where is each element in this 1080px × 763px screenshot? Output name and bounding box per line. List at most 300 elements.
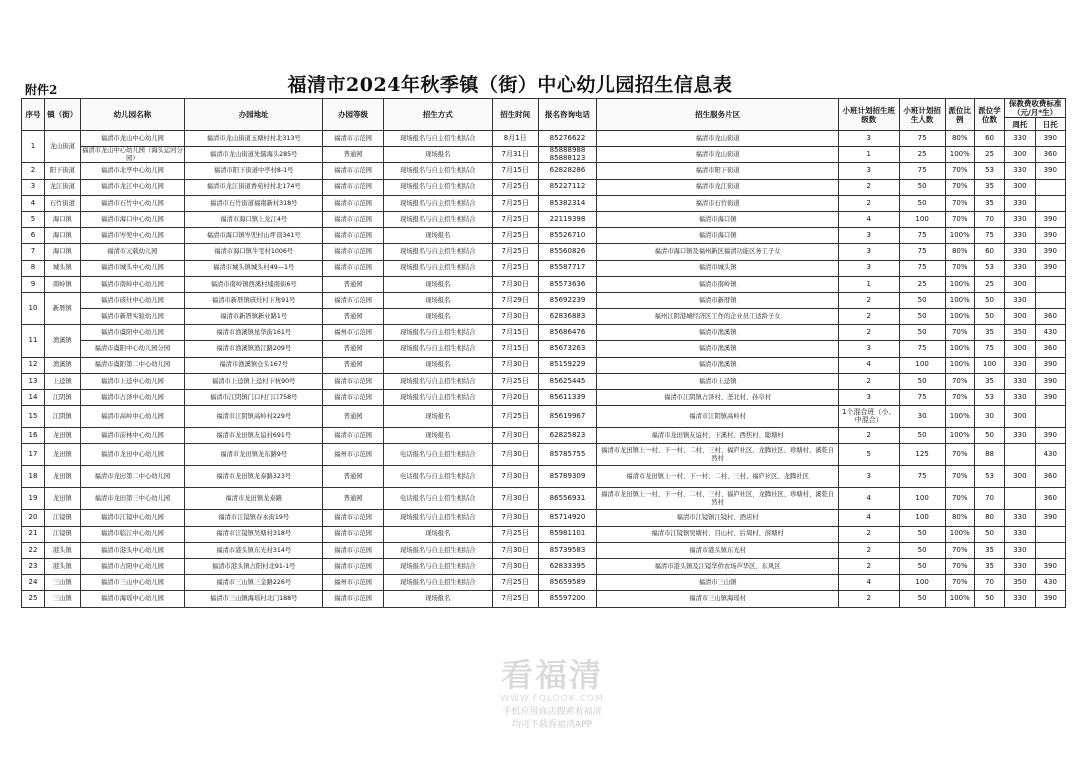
cell-level: 福州市示范园	[323, 444, 384, 466]
cell-area: 福清市三山镇海瑶村	[597, 591, 839, 607]
table-row	[22, 373, 1066, 389]
cell-level: 福清市示范园	[323, 373, 384, 389]
cell-phone: 62836883	[538, 309, 597, 325]
cell-people: 50	[899, 591, 945, 607]
cell-no: 8	[22, 260, 45, 276]
cell-people: 75	[899, 260, 945, 276]
cell-time: 7月25日	[492, 195, 538, 211]
header-fee-week: 周托	[1005, 118, 1035, 131]
cell-level: 普通园	[323, 466, 384, 488]
cell-method: 现场报名	[383, 292, 492, 308]
cell-level: 福清市示范园	[323, 558, 384, 574]
cell-ratio: 100%	[945, 147, 974, 163]
cell-seats: 53	[974, 260, 1004, 276]
cell-method: 现场报名	[383, 147, 492, 163]
cell-no: 20	[22, 510, 45, 526]
cell-level: 福清市示范园	[323, 260, 384, 276]
table-row	[22, 428, 1066, 444]
cell-area: 福清市阳下街道	[597, 163, 839, 179]
cell-name: 福清市城头中心幼儿园	[80, 260, 185, 276]
cell-classes: 3	[838, 228, 899, 244]
cell-address: 福清市阳下街道中亭村8-1号	[185, 163, 323, 179]
cell-classes: 2	[838, 591, 899, 607]
cell-ratio: 100%	[945, 341, 974, 357]
cell-people: 50	[899, 292, 945, 308]
cell-seats: 53	[974, 390, 1004, 406]
cell-seats: 50	[974, 292, 1004, 308]
cell-fee-day	[1035, 292, 1065, 308]
cell-seats: 35	[974, 558, 1004, 574]
page-title: 福清市2024年秋季镇（街）中心幼儿园招生信息表	[287, 74, 733, 96]
cell-name: 福清市龙山中心幼儿园	[80, 131, 185, 147]
cell-classes: 3	[838, 244, 899, 260]
cell-fee-day: 390	[1035, 510, 1065, 526]
cell-people: 125	[899, 444, 945, 466]
cell-town: 龙田镇	[45, 466, 81, 488]
cell-fee-week: 330	[1005, 260, 1035, 276]
cell-phone: 85587717	[538, 260, 597, 276]
cell-address: 福清市海口镇牛宅村1006号	[185, 244, 323, 260]
table-row	[22, 510, 1066, 526]
watermark-line-1: 手机应用商店搜索看福清	[502, 707, 602, 717]
cell-area: 福清市江阴镇高岭村	[597, 406, 839, 428]
table-row	[22, 357, 1066, 373]
cell-fee-day: 430	[1035, 325, 1065, 341]
cell-method: 现场报名与自主招生相结合	[383, 510, 492, 526]
cell-fee-day: 360	[1035, 147, 1065, 163]
cell-area: 福清市海口镇及福州新区福清功能区务工子女	[597, 244, 839, 260]
cell-seats: 70	[974, 488, 1004, 510]
table-row	[22, 488, 1066, 510]
cell-level: 福州市示范园	[323, 325, 384, 341]
cell-classes: 2	[838, 558, 899, 574]
table-row	[22, 276, 1066, 292]
cell-ratio: 70%	[945, 390, 974, 406]
cell-method: 电话报名与自主招生相结合	[383, 466, 492, 488]
cell-name: 福清市龙山中心幼儿园（海头运河分园）	[81, 147, 183, 162]
cell-method: 现场报名与自主招生相结合	[383, 542, 492, 558]
cell-method: 现场报名	[383, 591, 492, 607]
cell-seats: 60	[974, 244, 1004, 260]
cell-classes: 4	[838, 575, 899, 591]
cell-classes: 2	[838, 542, 899, 558]
cell-town: 城头镇	[45, 260, 81, 276]
cell-town: 龙田镇	[45, 488, 81, 510]
cell-address: 福清市江镜镇春永街19号	[185, 510, 323, 526]
cell-classes: 4	[838, 357, 899, 373]
cell-name: 福清市虞阳中心幼儿园分园	[80, 341, 185, 357]
cell-people: 100	[899, 510, 945, 526]
cell-ratio: 100%	[945, 591, 974, 607]
table-row	[22, 179, 1066, 195]
cell-phone: 85673263	[538, 341, 597, 357]
cell-people: 50	[899, 309, 945, 325]
cell-seats: 53	[974, 163, 1004, 179]
cell-ratio: 100%	[945, 292, 974, 308]
cell-no: 5	[22, 211, 45, 227]
cell-name: 福清市龙田第二中心幼儿园	[80, 466, 185, 488]
cell-address: 福清市新厝镇新业路1号	[185, 309, 323, 325]
cell-phone: 85739583	[538, 542, 597, 558]
cell-fee-day: 360	[1035, 466, 1065, 488]
cell-name: 福清市硋灶中心幼儿园	[80, 292, 185, 308]
cell-fee-week: 300	[1005, 309, 1035, 325]
table-row	[22, 163, 1066, 179]
cell-town: 江镜镇	[45, 526, 81, 542]
cell-phone: 85659589	[538, 575, 597, 591]
cell-name: 福清市前林中心幼儿园	[80, 428, 185, 444]
cell-people: 75	[899, 244, 945, 260]
cell-address: 福清市海口镇上龙江4号	[185, 211, 323, 227]
cell-no: 10	[22, 292, 45, 324]
cell-ratio: 100%	[945, 357, 974, 373]
cell-area: 福清市渔溪镇	[597, 341, 839, 357]
cell-seats: 35	[974, 373, 1004, 389]
cell-people: 50	[899, 526, 945, 542]
cell-classes: 2	[838, 179, 899, 195]
cell-people: 50	[899, 428, 945, 444]
cell-name: 福清市临江中心幼儿园	[80, 526, 185, 542]
cell-level: 普通园	[323, 309, 384, 325]
cell-ratio: 70%	[945, 211, 974, 227]
cell-fee-day: 390	[1035, 558, 1065, 574]
cell-no: 24	[22, 575, 45, 591]
header-address: 办园地址	[185, 99, 323, 131]
cell-phone: 85619967	[538, 406, 597, 428]
cell-area: 福清市江镜镇吴塘村、目山村、后周村、薛塘村	[597, 526, 839, 542]
cell-time: 7月30日	[492, 542, 538, 558]
cell-phone: 62825823	[538, 428, 597, 444]
cell-ratio: 100%	[945, 428, 974, 444]
cell-area: 福清市上迳镇	[597, 373, 839, 389]
cell-classes: 2	[838, 428, 899, 444]
cell-seats: 70	[974, 575, 1004, 591]
cell-address: 福清市海口镇岑兜村山坪顶341号	[185, 228, 323, 244]
cell-ratio: 70%	[945, 575, 974, 591]
attachment-label: 附件2	[25, 83, 58, 97]
cell-fee-day: 360	[1035, 341, 1065, 357]
cell-address: 福清市龙山街道玉塘村村北313号	[185, 131, 323, 147]
cell-address: 福清市龙山街道先儒海头285号	[185, 147, 323, 163]
cell-no: 15	[22, 406, 45, 428]
cell-seats: 50	[974, 309, 1004, 325]
cell-area: 福清市江镜镇江镜村、酒店村	[597, 510, 839, 526]
watermark-brand: 看福清	[500, 656, 603, 694]
cell-method: 现场报名与自主招生相结合	[383, 390, 492, 406]
cell-method: 现场报名与自主招生相结合	[383, 163, 492, 179]
cell-ratio: 100%	[945, 406, 974, 428]
cell-phone: 62833395	[538, 558, 597, 574]
watermark	[472, 650, 632, 730]
cell-level: 普通园	[323, 406, 384, 428]
cell-ratio: 100%	[945, 309, 974, 325]
cell-phone: 85597200	[538, 591, 597, 607]
table-row	[22, 466, 1066, 488]
cell-people: 50	[899, 373, 945, 389]
cell-seats: 35	[974, 179, 1004, 195]
cell-fee-week: 350	[1005, 575, 1035, 591]
cell-seats: 50	[974, 591, 1004, 607]
cell-no: 23	[22, 558, 45, 574]
cell-level: 福清市示范园	[323, 390, 384, 406]
table-row	[22, 292, 1066, 308]
cell-town: 三山镇	[45, 591, 81, 607]
cell-name: 福清市江镜中心幼儿园	[80, 510, 185, 526]
cell-area: 福清市龙田镇友谊村、下溪村、西焦村、聪塘村	[597, 428, 839, 444]
cell-classes: 3	[838, 341, 899, 357]
table-row	[22, 390, 1066, 406]
cell-phone: 85611339	[538, 390, 597, 406]
cell-method: 现场报名与自主招生相结合	[383, 373, 492, 389]
cell-town: 阳下街道	[45, 163, 81, 179]
cell-address: 福清市龙田镇龙泰路323号	[185, 466, 323, 488]
cell-no: 2	[22, 163, 45, 179]
cell-people: 50	[899, 195, 945, 211]
cell-classes: 1	[838, 147, 899, 163]
cell-address: 福清市港头镇东光村314号	[185, 542, 323, 558]
header-people: 小班计划招生人数	[899, 99, 945, 131]
cell-fee-week: 330	[1005, 428, 1035, 444]
cell-time: 7月30日	[492, 510, 538, 526]
cell-method: 现场报名与自主招生相结合	[383, 575, 492, 591]
cell-classes: 4	[838, 488, 899, 510]
cell-fee-week: 300	[1005, 147, 1035, 163]
cell-town: 海口镇	[45, 244, 81, 260]
cell-method: 现场报名与自主招生相结合	[383, 341, 492, 357]
cell-classes: 3	[838, 260, 899, 276]
cell-time: 7月29日	[492, 292, 538, 308]
cell-address: 福清市渔溪镇仓头167号	[185, 357, 323, 373]
cell-fee-day: 390	[1035, 211, 1065, 227]
cell-time: 7月30日	[492, 488, 538, 510]
cell-classes: 1个混合班（小、中混合）	[838, 406, 899, 428]
cell-town: 海口镇	[45, 211, 81, 227]
cell-phone: 85789309	[538, 466, 597, 488]
cell-time: 7月25日	[492, 244, 538, 260]
cell-seats: 53	[974, 466, 1004, 488]
cell-no: 4	[22, 195, 45, 211]
cell-no: 6	[22, 228, 45, 244]
cell-phone: 85888988 85888123	[538, 147, 597, 163]
cell-ratio: 100%	[945, 228, 974, 244]
cell-classes: 2	[838, 309, 899, 325]
cell-method: 现场报名与自主招生相结合	[383, 325, 492, 341]
cell-fee-week: 300	[1005, 466, 1035, 488]
cell-seats: 25	[974, 147, 1004, 163]
cell-time: 7月31日	[492, 147, 538, 163]
cell-phone: 85276622	[538, 131, 597, 147]
cell-fee-day: 390	[1035, 260, 1065, 276]
cell-fee-day: 430	[1035, 575, 1065, 591]
cell-level: 福州市示范园	[323, 575, 384, 591]
table-row	[22, 591, 1066, 607]
cell-address: 福清市港头镇占阳村北91-1号	[185, 558, 323, 574]
cell-name: 福清市南岭中心幼儿园	[80, 276, 185, 292]
cell-time: 7月25日	[492, 526, 538, 542]
cell-classes: 2	[838, 373, 899, 389]
table-body	[22, 131, 1066, 608]
cell-area: 福清市海口镇	[597, 228, 839, 244]
table-row	[22, 542, 1066, 558]
table-row	[22, 195, 1066, 211]
cell-town: 龙田镇	[45, 444, 81, 466]
cell-ratio: 80%	[945, 244, 974, 260]
cell-classes: 3	[838, 131, 899, 147]
cell-ratio: 70%	[945, 179, 974, 195]
table-row	[22, 147, 1066, 163]
cell-fee-day: 360	[1035, 309, 1065, 325]
cell-name: 福清市海口中心幼儿园	[80, 211, 185, 227]
cell-time: 7月30日	[492, 357, 538, 373]
cell-fee-week: 330	[1005, 510, 1035, 526]
cell-name: 福清市虞阳第二中心幼儿园	[80, 357, 185, 373]
cell-time: 7月25日	[492, 211, 538, 227]
cell-time: 7月30日	[492, 309, 538, 325]
table-row	[22, 228, 1066, 244]
cell-ratio: 70%	[945, 488, 974, 510]
cell-town: 上迳镇	[45, 373, 81, 389]
cell-level: 福清市示范园	[323, 526, 384, 542]
cell-name: 福清市石竹中心幼儿园	[80, 195, 185, 211]
header-seats: 派位学位数	[974, 99, 1004, 131]
cell-people: 100	[899, 357, 945, 373]
cell-fee-week: 330	[1005, 228, 1035, 244]
cell-time: 7月25日	[492, 260, 538, 276]
cell-time: 7月30日	[492, 428, 538, 444]
cell-seats: 75	[974, 341, 1004, 357]
cell-level: 福清市示范园	[323, 292, 384, 308]
cell-town: 江阴镇	[45, 406, 81, 428]
cell-ratio: 70%	[945, 373, 974, 389]
cell-fee-week: 330	[1005, 373, 1035, 389]
cell-town: 江镜镇	[45, 510, 81, 526]
cell-fee-day: 360	[1035, 488, 1065, 510]
cell-seats: 75	[974, 228, 1004, 244]
cell-no: 7	[22, 244, 45, 260]
cell-level: 福清市示范园	[323, 228, 384, 244]
cell-area: 福清市渔溪镇	[597, 357, 839, 373]
cell-time: 8月1日	[492, 131, 538, 147]
cell-name: 福清市元载幼儿园	[80, 244, 185, 260]
cell-classes: 2	[838, 292, 899, 308]
cell-ratio: 70%	[945, 444, 974, 466]
cell-name: 福清市港头中心幼儿园	[80, 542, 185, 558]
cell-seats: 88	[974, 444, 1004, 466]
cell-method: 现场报名	[383, 357, 492, 373]
header-time: 招生时间	[492, 99, 538, 131]
cell-fee-day: 390	[1035, 228, 1065, 244]
header-level: 办园等级	[323, 99, 384, 131]
cell-name: 福清市占阳中心幼儿园	[80, 558, 185, 574]
cell-fee-week	[1005, 444, 1035, 466]
cell-fee-day: 430	[1035, 444, 1065, 466]
cell-classes: 2	[838, 325, 899, 341]
cell-seats: 60	[974, 131, 1004, 147]
header-name: 幼儿园名称	[80, 99, 185, 131]
cell-seats: 30	[974, 406, 1004, 428]
watermark-line-2: 均可下载看福清APP	[511, 720, 592, 730]
cell-level: 福清市示范园	[323, 510, 384, 526]
enrollment-table	[21, 98, 1066, 608]
table-row	[22, 325, 1066, 341]
cell-time: 7月30日	[492, 558, 538, 574]
cell-area: 福清市南岭镇	[597, 276, 839, 292]
table-row	[22, 341, 1066, 357]
cell-people: 25	[899, 147, 945, 163]
cell-ratio: 100%	[945, 526, 974, 542]
header-classes: 小班计划招生班级数	[838, 99, 899, 131]
cell-time: 7月25日	[492, 575, 538, 591]
watermark-url: WWW.FQLOOK.COM	[500, 694, 604, 704]
cell-time: 7月30日	[492, 276, 538, 292]
cell-classes: 2	[838, 195, 899, 211]
cell-ratio: 80%	[945, 131, 974, 147]
cell-area: 福清市龙江街道	[597, 179, 839, 195]
cell-fee-day: 390	[1035, 373, 1065, 389]
cell-area: 福清市龙山街道	[597, 147, 839, 163]
cell-no: 11	[22, 325, 45, 357]
cell-phone: 85573636	[538, 276, 597, 292]
cell-no: 16	[22, 428, 45, 444]
cell-time: 7月30日	[492, 444, 538, 466]
cell-fee-day	[1035, 526, 1065, 542]
cell-time: 7月15日	[492, 325, 538, 341]
cell-area: 福清市港头镇及江镜华侨农场芦华区、东风区	[597, 558, 839, 574]
cell-town: 渔溪镇	[45, 357, 81, 373]
cell-area: 福清市龙山街道	[597, 131, 839, 147]
cell-method: 现场报名与自主招生相结合	[383, 558, 492, 574]
cell-ratio: 70%	[945, 195, 974, 211]
cell-people: 75	[899, 131, 945, 147]
cell-fee-week: 350	[1005, 325, 1035, 341]
cell-time: 7月25日	[492, 373, 538, 389]
cell-level: 福清市示范园	[323, 542, 384, 558]
cell-time: 7月30日	[492, 466, 538, 488]
cell-phone: 85227112	[538, 179, 597, 195]
cell-address: 福清市南岭镇西溪村埔南街6号	[185, 276, 323, 292]
cell-address: 福清市江镜镇吴塘村318号	[185, 526, 323, 542]
cell-level: 福清市示范园	[323, 244, 384, 260]
cell-ratio: 80%	[945, 510, 974, 526]
cell-seats: 50	[974, 526, 1004, 542]
cell-fee-week	[1005, 488, 1035, 510]
cell-ratio: 100%	[945, 276, 974, 292]
cell-no: 14	[22, 390, 45, 406]
cell-method: 现场报名与自主招生相结合	[383, 131, 492, 147]
cell-level: 福清市示范园	[323, 195, 384, 211]
cell-area: 福清市龙田镇上一村、下一村、二村、三村、福庐社区、龙腾社区	[597, 466, 839, 488]
cell-seats: 35	[974, 542, 1004, 558]
cell-town: 龙田镇	[45, 428, 81, 444]
cell-area: 福清市龙田镇上一村、下一村、二村、三村、福庐社区、龙腾社区、珍塘村、溪乾自然村	[597, 444, 839, 466]
table-row	[22, 575, 1066, 591]
cell-fee-day: 390	[1035, 163, 1065, 179]
cell-name: 福清市北亭中心幼儿园	[80, 163, 185, 179]
cell-people: 50	[899, 325, 945, 341]
cell-address: 福清市龙田镇龙东路9号	[185, 444, 323, 466]
cell-fee-week: 330	[1005, 591, 1035, 607]
cell-phone: 86556931	[538, 488, 597, 510]
cell-seats: 100	[974, 357, 1004, 373]
cell-fee-week: 330	[1005, 390, 1035, 406]
cell-fee-day: 390	[1035, 244, 1065, 260]
cell-method: 现场报名	[383, 526, 492, 542]
cell-name: 福清市占泽中心幼儿园	[80, 390, 185, 406]
cell-classes: 2	[838, 526, 899, 542]
cell-method: 现场报名	[383, 276, 492, 292]
cell-people: 75	[899, 163, 945, 179]
table-row	[22, 244, 1066, 260]
